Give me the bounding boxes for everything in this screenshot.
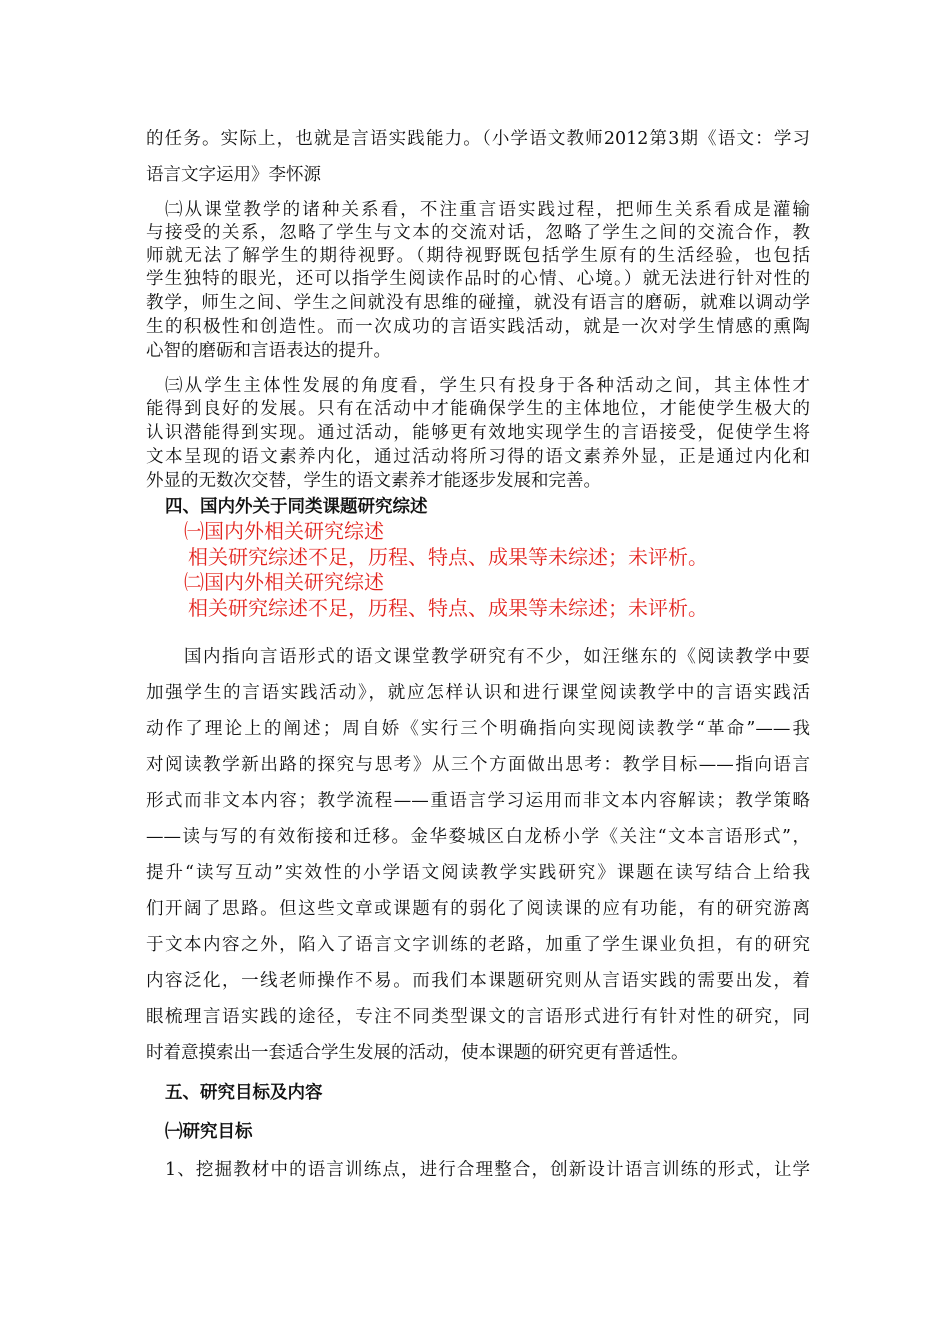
annotation-comment: 相关研究综述不足，历程、特点、成果等未综述；未评析。	[188, 545, 708, 569]
body-text-line: 学生独特的眼光，还可以指学生阅读作品时的心情、心境。）就无法进行针对性的	[146, 269, 810, 289]
body-text-line: 能得到良好的发展。只有在活动中才能确保学生的主体地位，才能使学生极大的	[146, 399, 810, 419]
body-text-line: 内容泛化，一线老师操作不易。而我们本课题研究则从言语实践的需要出发，着	[146, 971, 810, 991]
body-text-line: 时着意摸索出一套适合学生发展的活动，使本课题的研究更有普适性。	[146, 1043, 689, 1063]
annotation-comment: 相关研究综述不足，历程、特点、成果等未综述；未评析。	[188, 596, 708, 620]
body-text-line: ㈡从课堂教学的诸种关系看，不注重言语实践过程，把师生关系看成是灌输	[165, 200, 810, 220]
body-text-line: 的任务。实际上，也就是言语实践能力。（小学语文教师2012第3期《语文：学习	[146, 129, 810, 149]
body-text-line: 与接受的关系，忽略了学生与文本的交流对话，忽略了学生之间的交流合作，教	[146, 223, 810, 243]
body-text-line: 于文本内容之外，陷入了语言文字训练的老路，加重了学生课业负担，有的研究	[146, 935, 810, 955]
body-text-line: 认识潜能得到实现。通过活动，能够更有效地实现学生的言语接受，促使学生将	[146, 423, 810, 443]
body-text-line: 动作了理论上的阐述；周自娇《实行三个明确指向实现阅读教学“革命”——我	[146, 719, 810, 739]
body-text-line: 1、挖掘教材中的语言训练点，进行合理整合，创新设计语言训练的形式，让学	[165, 1160, 810, 1180]
body-text-line: 对阅读教学新出路的探究与思考》从三个方面做出思考：教学目标——指向语言	[146, 755, 810, 775]
section-heading: 四、国内外关于同类课题研究综述	[165, 497, 428, 517]
body-text-line: 眼梳理言语实践的途径，专注不同类型课文的言语形式进行有针对性的研究，同	[146, 1007, 810, 1027]
body-text-line: 师就无法了解学生的期待视野。（期待视野既包括学生原有的生活经验，也包括	[146, 246, 810, 266]
body-text-line: 加强学生的言语实践活动》，就应怎样认识和进行课堂阅读教学中的言语实践活	[146, 683, 810, 703]
body-text-line: 生的积极性和创造性。而一次成功的言语实践活动，就是一次对学生情感的熏陶	[146, 317, 810, 337]
body-text-line: ——读与写的有效衔接和迁移。金华婺城区白龙桥小学《关注“文本言语形式”，	[146, 827, 810, 847]
body-text-line: 语言文字运用》李怀源	[146, 165, 321, 185]
body-text-line: 心智的磨砺和言语表达的提升。	[146, 341, 391, 361]
body-text-line: ㈢从学生主体性发展的角度看，学生只有投身于各种活动之间，其主体性才	[165, 376, 810, 396]
body-text-line: 提升“读写互动”实效性的小学语文阅读教学实践研究》课题在读写结合上给我	[146, 863, 810, 883]
body-text-line: 国内指向言语形式的语文课堂教学研究有不少，如汪继东的《阅读教学中要	[184, 647, 810, 667]
section-heading: 五、研究目标及内容	[165, 1083, 323, 1103]
annotation-subheading: ㈡国内外相关研究综述	[184, 570, 384, 594]
body-text-line: 形式而非文本内容；教学流程——重语言学习运用而非文本内容解读；教学策略	[146, 791, 810, 811]
body-text-line: 们开阔了思路。但这些文章或课题有的弱化了阅读课的应有功能，有的研究游离	[146, 899, 810, 919]
subsection-heading: ㈠研究目标	[165, 1122, 253, 1142]
annotation-subheading: ㈠国内外相关研究综述	[184, 519, 384, 543]
body-text-line: 外显的无数次交替，学生的语文素养才能逐步发展和完善。	[146, 471, 601, 491]
body-text-line: 教学，师生之间、学生之间就没有思维的碰撞，就没有语言的磨砺，就难以调动学	[146, 293, 810, 313]
body-text-line: 文本呈现的语文素养内化，通过活动将所习得的语文素养外显，正是通过内化和	[146, 447, 810, 467]
